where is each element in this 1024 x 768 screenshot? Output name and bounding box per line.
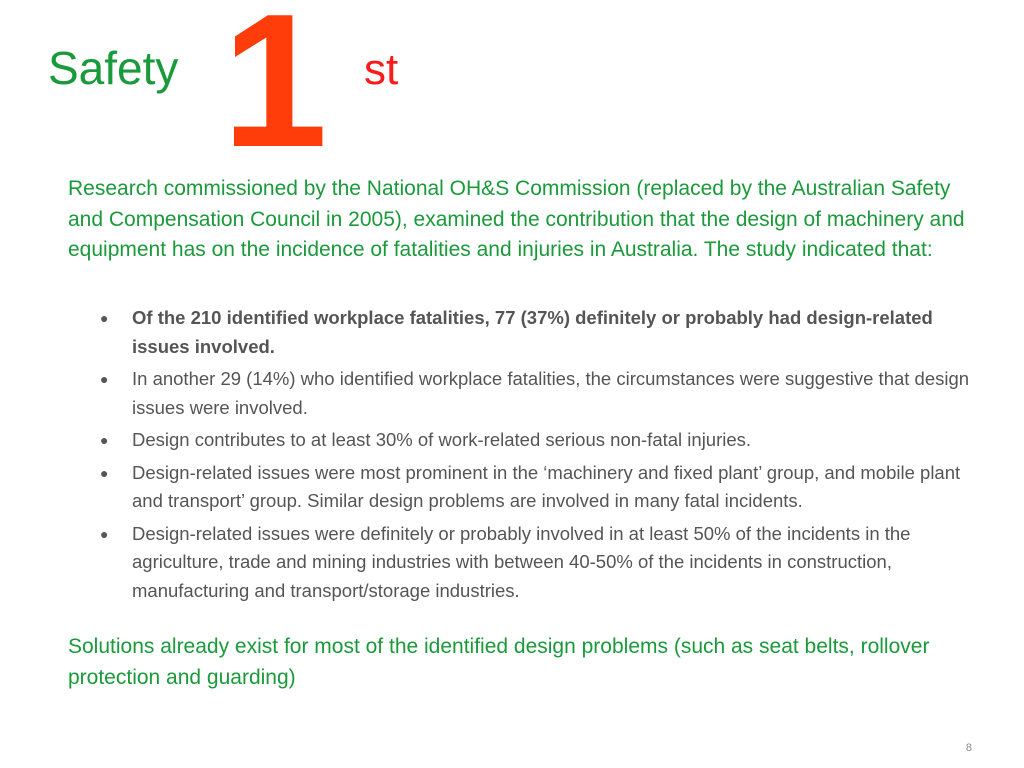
bullet-text: Design-related issues were most prominent in the ‘machinery and fixed plant’ group, and mobile plant and transport’ group. Similar design problems are involved in many fatal incidents.	[132, 461, 961, 511]
bullet-item	[100, 426, 980, 455]
bullet-list	[100, 304, 980, 609]
bullet-dot-icon: ●	[100, 310, 109, 326]
title-number: 1	[222, 0, 324, 187]
title-suffix: st	[364, 45, 399, 94]
bullet-dot-icon: ●	[100, 371, 109, 387]
bullet-dot-icon: ●	[100, 464, 109, 481]
title-word: Safety	[48, 42, 179, 94]
bullet-item	[100, 520, 980, 606]
bullet-dot-icon: ●	[100, 432, 109, 448]
bullet-text: Design contributes to at least 30% of work-related serious non-fatal injuries.	[132, 429, 752, 450]
bullet-item	[100, 365, 980, 422]
bullet-item	[100, 304, 980, 361]
intro-paragraph: Research commissioned by the National OH&S Commission (replaced by the Australian Safety and Compensation Council in 2005), examined the contribution that the design of machinery and equipment has on the incidence of fatalities and injuries in Australia. The study indicated that:	[68, 177, 965, 261]
bullet-text: In another 29 (14%) who identified workplace fatalities, the circumstances were suggestive that design issues were involved.	[132, 368, 970, 418]
page-number: 8	[965, 742, 972, 754]
bullet-text: Design-related issues were definitely or probably involved in at least 50% of the incidents in the agriculture, trade and mining industries with between 40-50% of the incidents in construction, manufacturing and transport/storage industries.	[132, 522, 911, 601]
bullet-text: Of the 210 identified workplace fatalities, 77 (37%) definitely or probably had design-related issues involved.	[132, 307, 933, 357]
closing-paragraph: Solutions already exist for most of the identified design problems (such as seat belts, rollover protection and guarding)	[68, 635, 930, 689]
bullet-dot-icon: ●	[100, 525, 109, 542]
bullet-item	[100, 459, 980, 516]
